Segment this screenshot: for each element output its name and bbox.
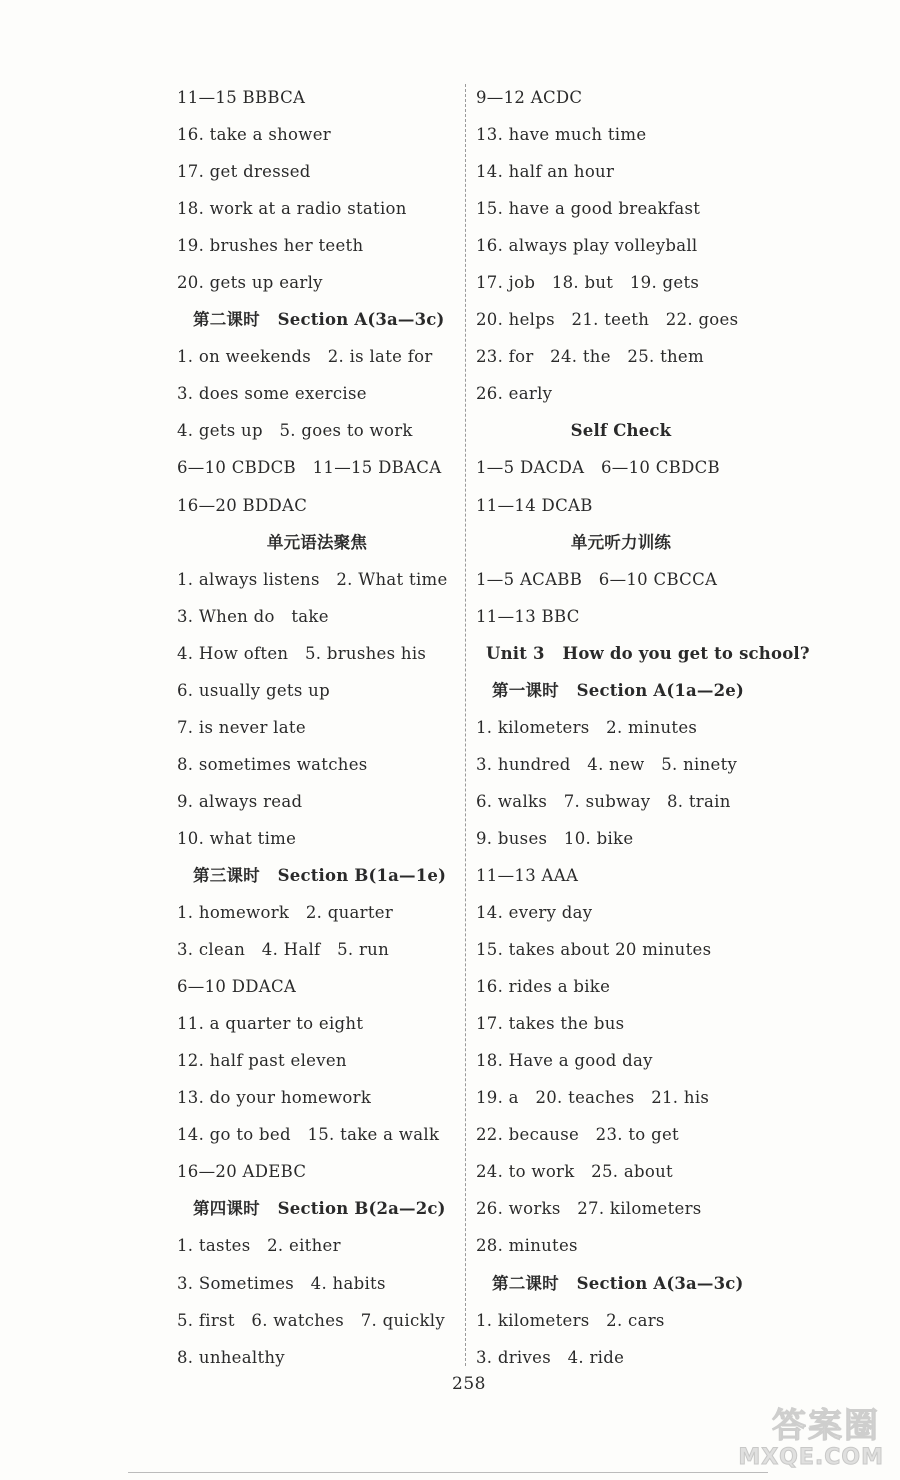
answer-line: 1. kilometers 2. minutes bbox=[476, 717, 698, 737]
answer-line: 16. always play volleyball bbox=[476, 236, 698, 256]
answer-line: 16—20 ADEBC bbox=[177, 1162, 307, 1182]
watermark-logo bbox=[730, 1396, 890, 1476]
answer-line: 8. sometimes watches bbox=[177, 754, 368, 774]
lesson-heading: 第一课时 Section A(1a—2e) bbox=[492, 680, 744, 700]
answer-line: 3. clean 4. Half 5. run bbox=[177, 940, 390, 960]
answer-line: 3. When do take bbox=[177, 606, 329, 626]
answer-line: 14. every day bbox=[476, 903, 593, 923]
answer-line: 1. on weekends 2. is late for bbox=[177, 347, 433, 367]
answer-line: 24. to work 25. about bbox=[476, 1162, 673, 1182]
answer-line: 19. brushes her teeth bbox=[177, 236, 364, 256]
answer-line: 14. half an hour bbox=[476, 162, 615, 182]
answer-line: 17. takes the bus bbox=[476, 1014, 625, 1034]
answer-line: 17. job 18. but 19. gets bbox=[476, 273, 700, 293]
answer-line: 1. homework 2. quarter bbox=[177, 903, 394, 923]
footer-rule bbox=[128, 1472, 768, 1473]
answer-line: 1. always listens 2. What time bbox=[177, 569, 448, 589]
answer-line: 8. unhealthy bbox=[177, 1347, 285, 1367]
answer-line: 4. How often 5. brushes his bbox=[177, 643, 427, 663]
answer-line: 3. hundred 4. new 5. ninety bbox=[476, 754, 738, 774]
answer-line: 10. what time bbox=[177, 828, 297, 848]
lesson-heading: 第三课时 Section B(1a—1e) bbox=[193, 865, 447, 885]
section-heading: 单元语法聚焦 bbox=[266, 532, 368, 552]
answer-line: 26. works 27. kilometers bbox=[476, 1199, 702, 1219]
answer-line: 6. usually gets up bbox=[177, 680, 330, 700]
watermark-logo-text: 答案圈 bbox=[772, 1406, 880, 1446]
answer-line: 3. drives 4. ride bbox=[476, 1347, 625, 1367]
answer-line: 6—10 CBDCB 11—15 DBACA bbox=[177, 458, 442, 478]
answer-line: 20. gets up early bbox=[177, 273, 323, 293]
answer-line: 11—14 DCAB bbox=[476, 495, 593, 515]
answer-line: 19. a 20. teaches 21. his bbox=[476, 1088, 710, 1108]
section-heading: Self Check bbox=[570, 421, 672, 441]
answer-line: 7. is never late bbox=[177, 717, 306, 737]
answer-line: 11. a quarter to eight bbox=[177, 1014, 364, 1034]
column-divider bbox=[465, 84, 466, 1366]
answer-line: 16—20 BDDAC bbox=[177, 495, 308, 515]
answer-line: 9. always read bbox=[177, 791, 303, 811]
lesson-heading: 第二课时 Section A(3a—3c) bbox=[193, 310, 445, 330]
answer-line: 28. minutes bbox=[476, 1236, 578, 1256]
answer-line: 11—15 BBBCA bbox=[177, 88, 306, 107]
answer-line: 16. rides a bike bbox=[476, 977, 611, 997]
answer-line: 5. first 6. watches 7. quickly bbox=[177, 1310, 445, 1330]
unit-heading: Unit 3 How do you get to school? bbox=[486, 643, 810, 663]
answer-line: 18. work at a radio station bbox=[177, 199, 407, 219]
answer-line: 22. because 23. to get bbox=[476, 1125, 679, 1145]
answer-line: 9. buses 10. bike bbox=[476, 828, 634, 848]
answer-line: 3. does some exercise bbox=[177, 384, 367, 404]
watermark-site-text: MXQE.COM bbox=[738, 1445, 884, 1470]
answer-line: 16. take a shower bbox=[177, 125, 331, 145]
section-heading: 单元听力训练 bbox=[570, 532, 672, 552]
answer-line: 23. for 24. the 25. them bbox=[476, 347, 704, 367]
answer-line: 17. get dressed bbox=[177, 162, 311, 182]
answer-line: 1. tastes 2. either bbox=[177, 1236, 341, 1256]
answer-line: 15. have a good breakfast bbox=[476, 199, 701, 219]
answer-line: 6—10 DDACA bbox=[177, 977, 297, 997]
answer-line: 9—12 ACDC bbox=[476, 88, 583, 107]
lesson-heading: 第二课时 Section A(3a—3c) bbox=[492, 1273, 744, 1293]
page-number: 258 bbox=[452, 1374, 486, 1394]
answer-line: 18. Have a good day bbox=[476, 1051, 653, 1071]
answer-line: 14. go to bed 15. take a walk bbox=[177, 1125, 440, 1145]
answer-line: 13. have much time bbox=[476, 125, 647, 145]
answer-line: 1—5 ACABB 6—10 CBCCA bbox=[476, 569, 718, 589]
answer-line: 26. early bbox=[476, 384, 553, 404]
answer-line: 4. gets up 5. goes to work bbox=[177, 421, 413, 441]
answer-line: 1—5 DACDA 6—10 CBDCB bbox=[476, 458, 720, 478]
answer-line: 20. helps 21. teeth 22. goes bbox=[476, 310, 739, 330]
answer-line: 3. Sometimes 4. habits bbox=[177, 1273, 386, 1293]
left-answer-column bbox=[177, 79, 457, 1376]
answer-line: 12. half past eleven bbox=[177, 1051, 347, 1071]
answer-line: 11—13 AAA bbox=[476, 865, 579, 885]
answer-line: 11—13 BBC bbox=[476, 606, 580, 626]
lesson-heading: 第四课时 Section B(2a—2c) bbox=[193, 1199, 446, 1219]
answer-line: 15. takes about 20 minutes bbox=[476, 940, 712, 960]
right-answer-column bbox=[476, 79, 810, 1376]
answer-line: 6. walks 7. subway 8. train bbox=[476, 791, 731, 811]
answer-line: 1. kilometers 2. cars bbox=[476, 1310, 665, 1330]
answer-line: 13. do your homework bbox=[177, 1088, 372, 1108]
